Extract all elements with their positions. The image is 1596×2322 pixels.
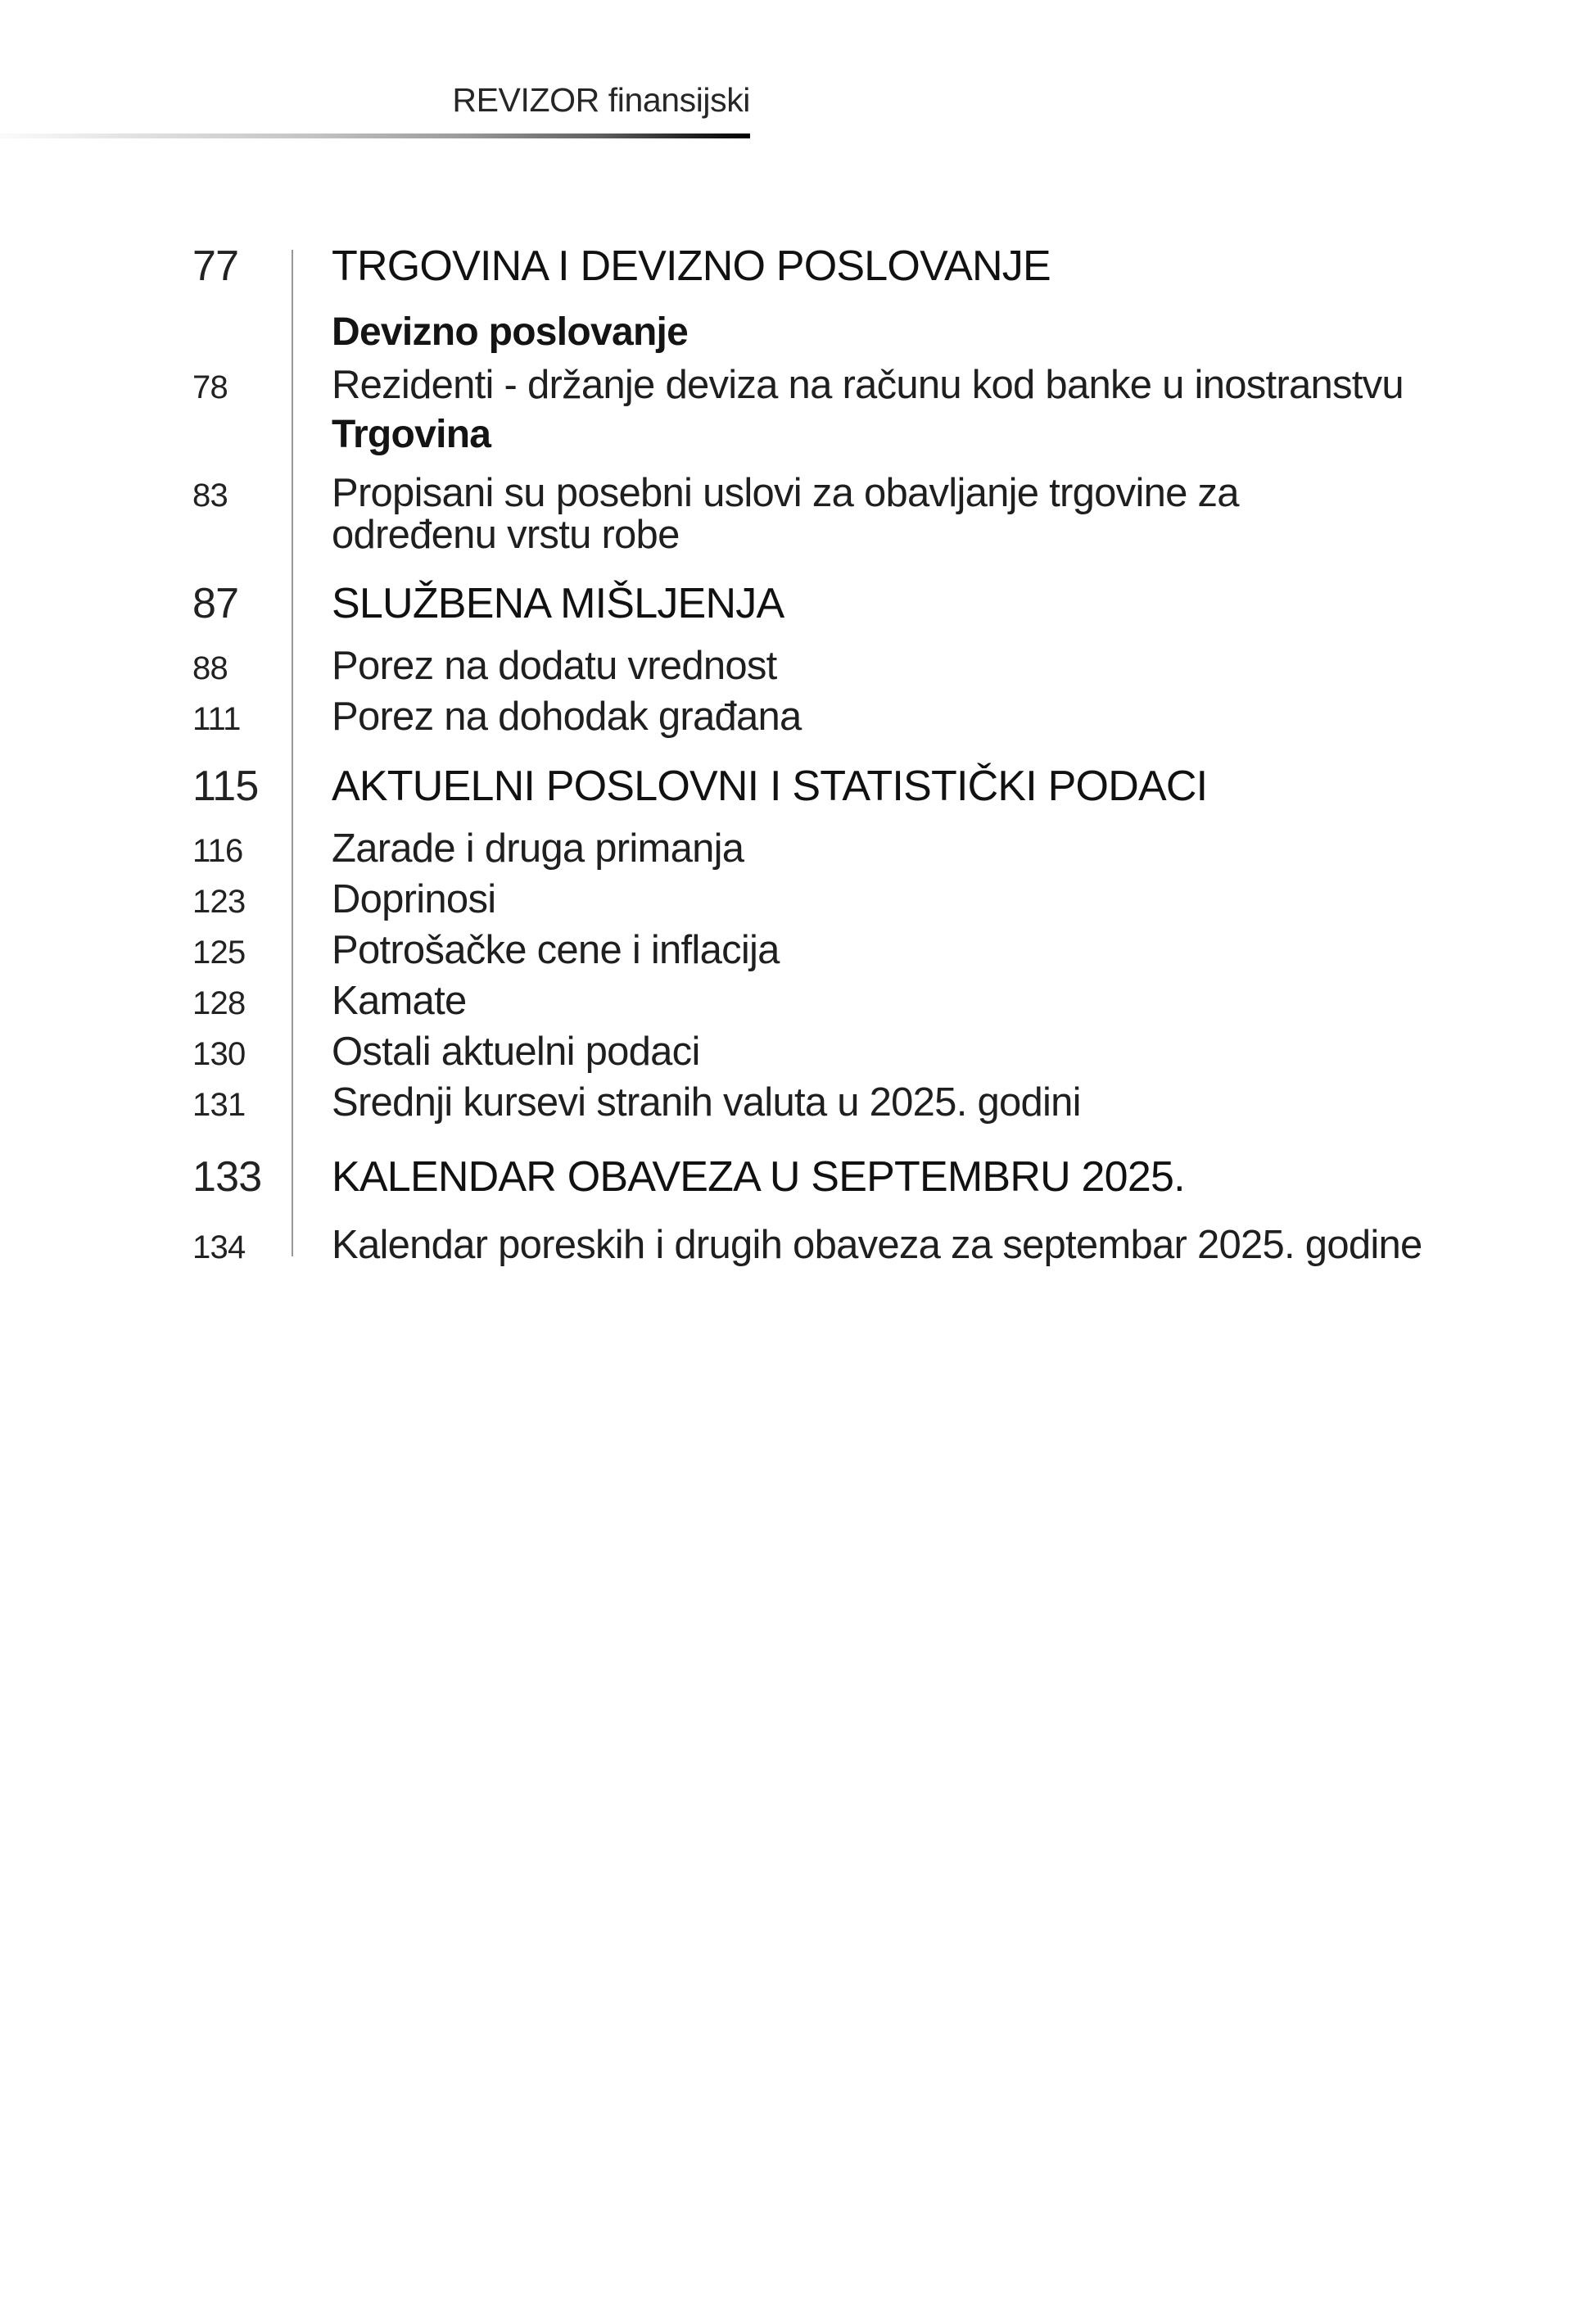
toc-entry-row	[192, 643, 777, 689]
toc-section-title: TRGOVINA I DEVIZNO POSLOVANJE	[332, 242, 1051, 290]
toc-page-number: 134	[192, 1229, 246, 1265]
toc-entry-title: Porez na dohodak građana	[332, 695, 802, 739]
toc-page-number: 131	[192, 1087, 246, 1123]
toc-page-number: 115	[192, 763, 259, 810]
toc-entry-row	[192, 694, 802, 740]
toc-page-number: 78	[192, 369, 228, 405]
toc-section-row	[192, 242, 1051, 291]
toc-entry-line1: Propisani su posebni uslovi za obavljanje trgovine za	[332, 471, 1239, 515]
toc-entry-row	[192, 1222, 1422, 1268]
toc-entry-title: Doprinosi	[332, 877, 496, 921]
toc-entry-title	[332, 473, 1239, 557]
toc-page-number: 125	[192, 935, 246, 971]
toc-subheading-title: Trgovina	[332, 413, 491, 456]
toc-page-number: 130	[192, 1036, 246, 1072]
toc-section-title: AKTUELNI POSLOVNI I STATISTIČKI PODACI	[332, 763, 1208, 810]
toc-section-row	[192, 1152, 1185, 1202]
toc-entry-row	[192, 362, 1404, 408]
toc-page-number: 111	[192, 701, 241, 737]
toc-entry-title: Rezidenti - držanje deviza na računu kod banke u inostranstvu	[332, 363, 1404, 407]
toc-page-number: 87	[192, 580, 239, 627]
toc-entry-title: Zarade i druga primanja	[332, 826, 744, 871]
publication-title: REVIZOR finansijski	[452, 81, 750, 119]
toc-page-number: 123	[192, 884, 246, 920]
toc-subheading-row	[192, 310, 688, 355]
toc-entry-title: Srednji kursevi stranih valuta u 2025. godini	[332, 1080, 1081, 1125]
toc-entry-title: Porez na dodatu vrednost	[332, 644, 777, 688]
toc-entry-row	[192, 978, 466, 1024]
toc-page-number: 77	[192, 242, 239, 290]
toc-page-number: 88	[192, 650, 228, 686]
toc-entry-title: Ostali aktuelni podaci	[332, 1030, 700, 1074]
toc-section-title: SLUŽBENA MIŠLJENJA	[332, 580, 784, 627]
toc-entry-row	[192, 473, 1239, 557]
toc-page-number: 128	[192, 985, 246, 1021]
masthead-gradient-rule	[0, 134, 750, 138]
toc-entry-line2: određenu vrstu robe	[332, 513, 680, 558]
toc-entry-row	[192, 1029, 700, 1075]
toc-page-number: 116	[192, 833, 243, 869]
toc-entry-title: Potrošačke cene i inflacija	[332, 928, 780, 972]
toc-section-title: KALENDAR OBAVEZA U SEPTEMBRU 2025.	[332, 1153, 1185, 1201]
toc-entry-title: Kalendar poreskih i drugih obaveza za septembar 2025. godine	[332, 1223, 1422, 1267]
toc-subheading-row	[192, 412, 491, 457]
toc-entry-row	[192, 876, 495, 922]
toc-subheading-title: Devizno poslovanje	[332, 310, 689, 354]
toc-page-number: 83	[192, 478, 228, 514]
toc-page-number: 133	[192, 1153, 262, 1201]
publication-masthead	[0, 82, 750, 119]
toc-section-row	[192, 579, 784, 628]
toc-entry-row	[192, 1080, 1081, 1125]
toc-section-row	[192, 762, 1207, 811]
toc-entry-row	[192, 927, 780, 973]
toc-entry-row	[192, 826, 744, 871]
toc-entry-title: Kamate	[332, 979, 467, 1023]
